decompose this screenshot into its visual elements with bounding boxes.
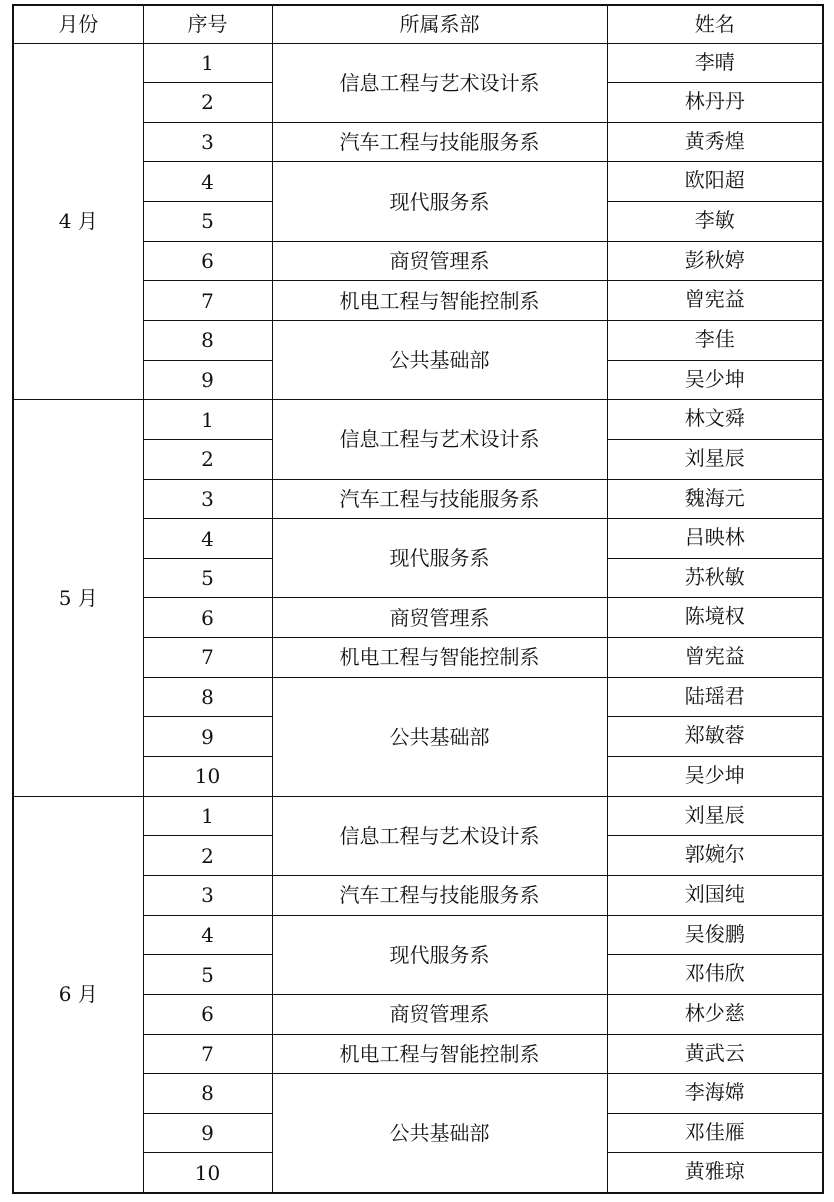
sequence-cell: 1 (143, 43, 272, 83)
department-cell: 信息工程与艺术设计系 (272, 400, 607, 479)
sequence-cell: 8 (143, 677, 272, 717)
month-cell: 6 月 (13, 796, 143, 1193)
person-name-cell: 黄秀煌 (607, 122, 823, 162)
sequence-cell: 3 (143, 479, 272, 519)
person-name-cell: 陆瑶君 (607, 677, 823, 717)
person-name-cell: 邓伟欣 (607, 955, 823, 995)
person-name-cell: 吴俊鹏 (607, 915, 823, 955)
department-cell: 信息工程与艺术设计系 (272, 796, 607, 875)
sequence-cell: 7 (143, 281, 272, 321)
sequence-cell: 2 (143, 83, 272, 123)
department-cell: 公共基础部 (272, 677, 607, 796)
staff-schedule-table (12, 4, 824, 1194)
person-name-cell: 郑敏蓉 (607, 717, 823, 757)
sequence-cell: 6 (143, 241, 272, 281)
department-cell: 信息工程与艺术设计系 (272, 43, 607, 122)
month-cell: 4 月 (13, 43, 143, 400)
person-name-cell: 苏秋敏 (607, 558, 823, 598)
sequence-cell: 2 (143, 836, 272, 876)
sequence-cell: 1 (143, 796, 272, 836)
department-cell: 机电工程与智能控制系 (272, 281, 607, 321)
sequence-cell: 8 (143, 1074, 272, 1114)
sequence-cell: 1 (143, 400, 272, 440)
person-name-cell: 林丹丹 (607, 83, 823, 123)
month-cell: 5 月 (13, 400, 143, 796)
sequence-cell: 5 (143, 558, 272, 598)
sequence-cell: 7 (143, 1034, 272, 1074)
person-name-cell: 吴少坤 (607, 757, 823, 797)
sequence-cell: 9 (143, 717, 272, 757)
sequence-cell: 4 (143, 915, 272, 955)
person-name-cell: 彭秋婷 (607, 241, 823, 281)
sequence-cell: 5 (143, 955, 272, 995)
person-name-cell: 魏海元 (607, 479, 823, 519)
department-cell: 汽车工程与技能服务系 (272, 875, 607, 915)
sequence-cell: 9 (143, 360, 272, 400)
person-name-cell: 林少慈 (607, 994, 823, 1034)
table-row (13, 400, 823, 440)
department-cell: 现代服务系 (272, 162, 607, 241)
sequence-cell: 6 (143, 598, 272, 638)
sequence-cell: 10 (143, 757, 272, 797)
sequence-cell: 4 (143, 162, 272, 202)
person-name-cell: 刘星辰 (607, 796, 823, 836)
person-name-cell: 李敏 (607, 202, 823, 242)
header-row (13, 5, 823, 43)
department-cell: 汽车工程与技能服务系 (272, 122, 607, 162)
table-body (13, 43, 823, 1193)
department-cell: 机电工程与智能控制系 (272, 638, 607, 678)
table-row (13, 43, 823, 83)
table-row (13, 796, 823, 836)
person-name-cell: 欧阳超 (607, 162, 823, 202)
sequence-cell: 9 (143, 1113, 272, 1153)
person-name-cell: 郭婉尔 (607, 836, 823, 876)
department-cell: 现代服务系 (272, 519, 607, 598)
person-name-cell: 吴少坤 (607, 360, 823, 400)
sequence-cell: 3 (143, 122, 272, 162)
header-name: 姓名 (607, 5, 823, 43)
person-name-cell: 李佳 (607, 320, 823, 360)
sequence-cell: 2 (143, 439, 272, 479)
department-cell: 汽车工程与技能服务系 (272, 479, 607, 519)
person-name-cell: 刘星辰 (607, 439, 823, 479)
header-dept: 所属系部 (272, 5, 607, 43)
person-name-cell: 黄雅琼 (607, 1153, 823, 1193)
sequence-cell: 10 (143, 1153, 272, 1193)
sequence-cell: 7 (143, 638, 272, 678)
header-month: 月份 (13, 5, 143, 43)
person-name-cell: 黄武云 (607, 1034, 823, 1074)
person-name-cell: 邓佳雁 (607, 1113, 823, 1153)
sequence-cell: 4 (143, 519, 272, 559)
department-cell: 商贸管理系 (272, 598, 607, 638)
person-name-cell: 李晴 (607, 43, 823, 83)
department-cell: 商贸管理系 (272, 241, 607, 281)
person-name-cell: 李海嫦 (607, 1074, 823, 1114)
person-name-cell: 曾宪益 (607, 638, 823, 678)
sequence-cell: 8 (143, 320, 272, 360)
person-name-cell: 刘国纯 (607, 875, 823, 915)
department-cell: 公共基础部 (272, 320, 607, 399)
sequence-cell: 5 (143, 202, 272, 242)
person-name-cell: 吕映林 (607, 519, 823, 559)
person-name-cell: 林文舜 (607, 400, 823, 440)
person-name-cell: 曾宪益 (607, 281, 823, 321)
department-cell: 公共基础部 (272, 1074, 607, 1193)
sequence-cell: 6 (143, 994, 272, 1034)
sequence-cell: 3 (143, 875, 272, 915)
department-cell: 现代服务系 (272, 915, 607, 994)
header-no: 序号 (143, 5, 272, 43)
department-cell: 机电工程与智能控制系 (272, 1034, 607, 1074)
person-name-cell: 陈境权 (607, 598, 823, 638)
department-cell: 商贸管理系 (272, 994, 607, 1034)
